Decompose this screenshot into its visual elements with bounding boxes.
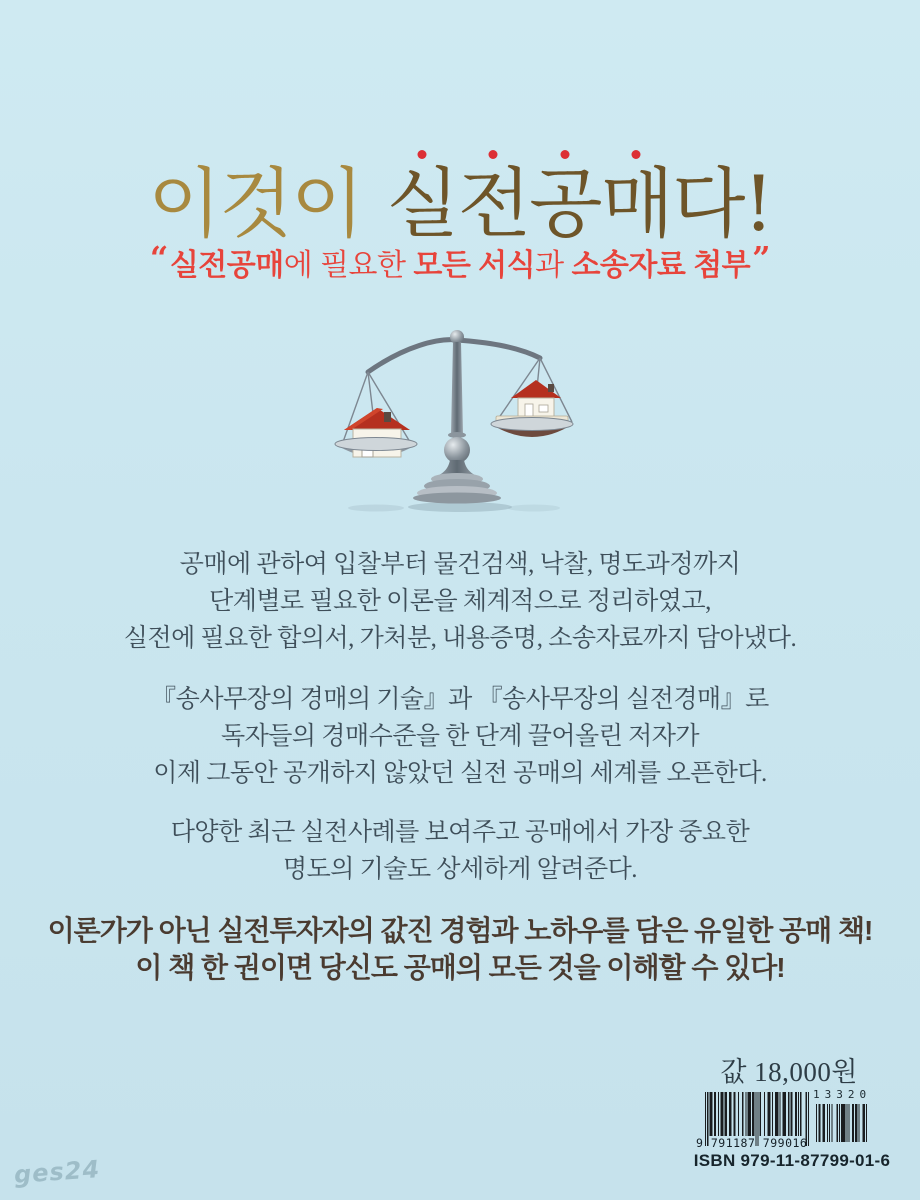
pan-shadow-left	[348, 505, 404, 512]
emphasis-dot	[632, 150, 641, 159]
title-tail: 다!	[671, 159, 772, 248]
scale-pillar	[451, 342, 463, 434]
right-pan-rim	[491, 418, 573, 431]
price-label: 값 18,000원	[720, 1057, 858, 1087]
subtitle-segment-1: 에 필요한	[283, 249, 414, 282]
subtitle-quote	[0, 239, 920, 286]
text-line: 공매에 관하여 입찰부터 물건검색, 낙찰, 명도과정까지	[179, 551, 741, 578]
emphasis-dot	[418, 150, 427, 159]
text-line: 독자들의 경매수준을 한 단계 끌어올린 저자가	[220, 723, 700, 750]
balance-scale-houses-image	[320, 316, 600, 516]
supplement-barcode	[815, 1104, 867, 1142]
close-quote-mark: ”	[752, 239, 771, 277]
balance-scale-illustration	[320, 316, 600, 516]
description-paragraph-2	[0, 681, 920, 792]
description-paragraph-3	[0, 814, 920, 888]
open-quote-mark: “	[149, 239, 168, 277]
scale-shadow	[408, 502, 512, 512]
barcode-block	[693, 1088, 891, 1178]
right-house-body	[518, 398, 554, 417]
subtitle-segment-2: 모든 서식	[413, 249, 536, 282]
text-line: 이제 그동안 공개하지 않았던 실전 공매의 세계를 오픈한다.	[153, 760, 767, 787]
title-char-dotted-0: 실	[386, 166, 457, 242]
title-word-1: 이것이	[148, 159, 363, 248]
text-line: 명도의 기술도 상세하게 알려준다.	[282, 856, 638, 883]
right-house-window	[539, 405, 548, 412]
right-house-chimney	[548, 384, 554, 392]
beam-knob	[450, 330, 464, 344]
text-line: 다양한 최근 실전사례를 보여주고 공매에서 가장 중요한	[170, 819, 750, 846]
subtitle-segment-0: 실전공매	[169, 249, 284, 282]
highlight-line: 이론가가 아닌 실전투자자의 값진 경험과 노하우를 담은 유일한 공매 책!	[47, 915, 873, 946]
watermark-ges24: ges24	[13, 1155, 102, 1189]
highlight-line: 이 책 한 권이면 당신도 공매의 모든 것을 이해할 수 있다!	[135, 952, 785, 983]
description-paragraph-1	[0, 546, 920, 657]
emphasis-dot	[560, 150, 569, 159]
emphasis-dot	[489, 150, 498, 159]
subtitle-segment-3: 과	[535, 249, 572, 282]
book-title	[0, 126, 920, 248]
title-char-dotted-1: 전	[458, 166, 529, 242]
left-pan-rim	[335, 438, 417, 451]
base-ring-4	[413, 493, 501, 504]
right-house-door	[525, 404, 533, 417]
text-line: 실전에 필요한 합의서, 가처분, 내용증명, 소송자료까지 담아냈다.	[123, 625, 797, 652]
text-line: 『송사무장의 경매의 기술』과 『송사무장의 실전경매』로	[151, 686, 769, 713]
base-sphere	[444, 437, 470, 463]
highlight-statement	[0, 912, 920, 986]
title-char-dotted-2: 공	[529, 166, 600, 242]
barcode-digits: 9 791187 799016	[696, 1136, 808, 1150]
text-line: 단계별로 필요한 이론을 체계적으로 정리하였고,	[209, 588, 711, 615]
subtitle-segment-4: 소송자료 첨부	[571, 249, 751, 282]
left-house-chimney	[384, 412, 391, 422]
barcode-supplement-digits: 13320	[813, 1088, 872, 1101]
title-char-dotted-3: 매	[601, 166, 672, 242]
isbn-label: ISBN 979-11-87799-01-6	[693, 1151, 891, 1170]
pan-shadow-right	[508, 505, 560, 512]
